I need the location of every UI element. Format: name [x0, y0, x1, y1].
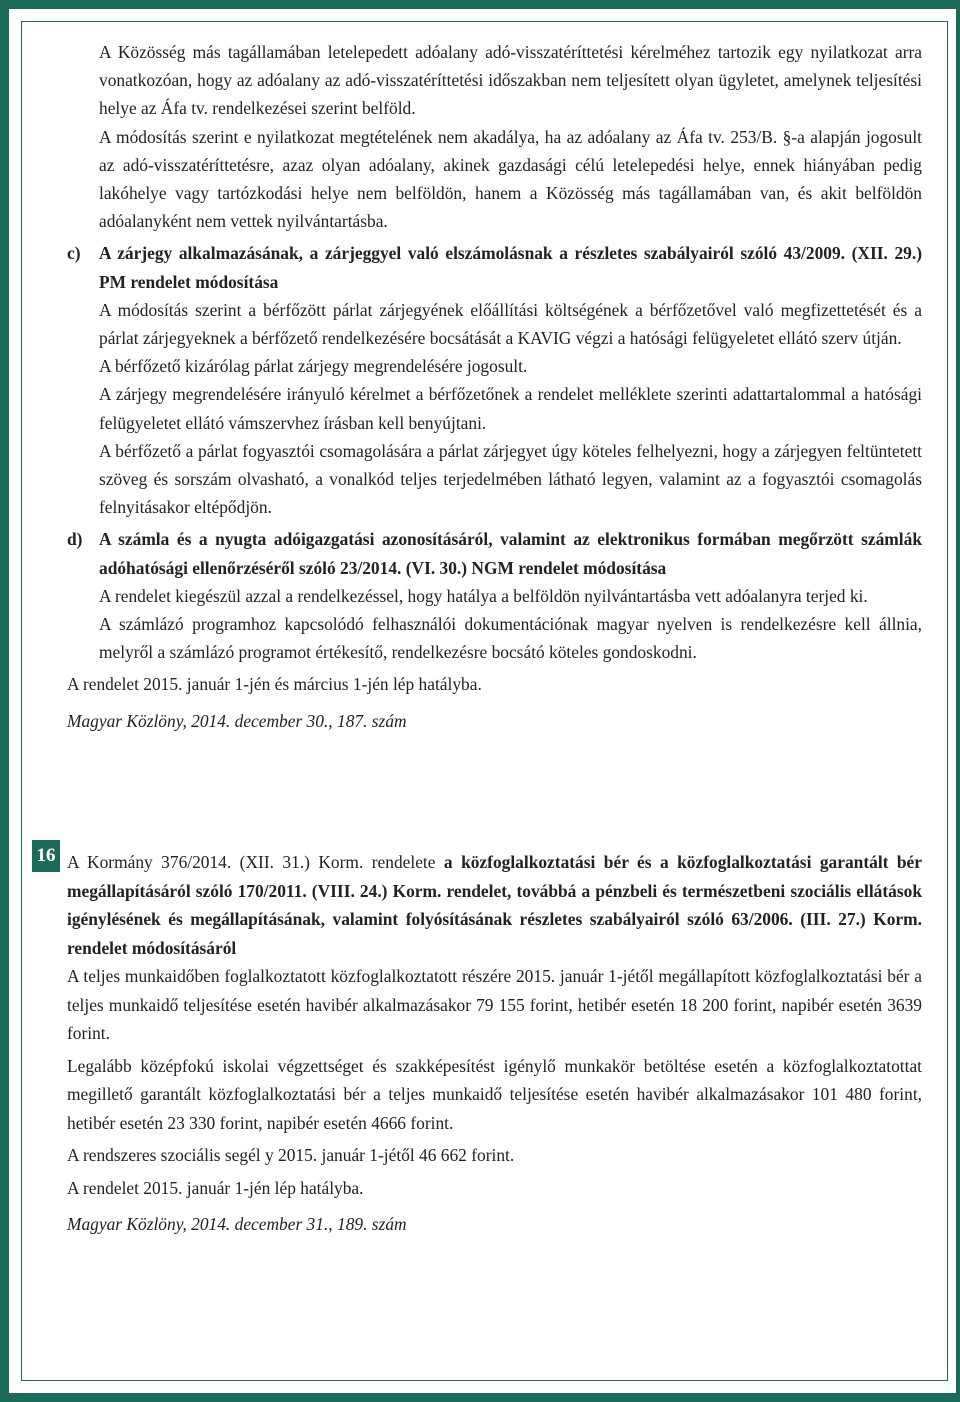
item-c: [67, 239, 922, 521]
source-citation-2: Magyar Közlöny, 2014. december 31., 189. szám: [67, 1214, 407, 1234]
paragraph-2: A módosítás szerint e nyilatkozat megtételének nem akadálya, ha az adóalany az Áfa tv. 253/B. §-a alapján jogosult az adó-visszatéríttetésre, azaz olyan adóalany, akinek gazdasági célú letelepedési helye, ennek hiányában pedig lakóhelye vagy tartózkodási helye nem belföldön, hanem a Közösség más tagállamában van, és akit belföldön adóalanyként nem vettek nyilvántartásba.: [99, 126, 922, 232]
item-c-paragraph: A zárjegy megrendelésére irányuló kérelmet a bérfőzetőnek a rendelet melléklete szerinti adattartalommal a hatósági felügyeletet ellátó vámszervhez írásban kell benyújtani.: [99, 384, 922, 433]
item-c-label: c): [67, 243, 81, 264]
section-16-title: a közfoglalkoztatási bér és a közfoglalkoztatási garantált bér megállapításáról szóló 170/2011. (VIII. 24.) Korm. rendelet, továbbá a pénzbeli és természetbeni szociális ellátások igénylésének és megállapításának, valamint folyósításának részletes szabályairól szóló 63/2006. (III. 27.) Korm. rendelet módosításáról: [67, 852, 922, 958]
section-16: [67, 848, 922, 1239]
effective-date-1: A rendelet 2015. január 1-jén és március 1-jén lép hatályba.: [67, 674, 482, 695]
section-16-paragraph: A teljes munkaidőben foglalkoztatott közfoglalkoztatott részére 2015. január 1-jétől megállapított közfoglalkoztatási bér a teljes munkaidő teljesítése esetén havibér alkalmazásakor 79 155 forint, hetibér esetén 18 200 forint, napibér esetén 3639 forint.: [67, 966, 922, 1043]
item-d-paragraph: A számlázó programhoz kapcsolódó felhasználói dokumentációnak magyar nyelven is rendelkezésre kell állnia, melyről a számlázó programot értékesítő, rendelkezésre bocsátó köteles gondoskodni.: [99, 614, 922, 663]
section-16-paragraph: A rendszeres szociális segél y 2015. január 1-jétől 46 662 forint.: [67, 1145, 515, 1165]
item-c-title: A zárjegy alkalmazásának, a zárjeggyel való elszámolásnak a részletes szabályairól szóló 43/2009. (XII. 29.) PM rendelet módosítása: [99, 243, 922, 292]
item-c-paragraph: A bérfőzető a párlat fogyasztói csomagolására a párlat zárjegyet úgy köteles felhelyezni, hogy a zárjegyen feltüntetett szöveg és sorszám olvasható, a vonalkód teljes terjedelmében látható legyen, valamint az a fogyasztói csomagolás felnyitásakor eltépődjön.: [99, 440, 922, 518]
item-d-title: A számla és a nyugta adóigazgatási azonosításáról, valamint az elektronikus formában megőrzött számlák adóhatósági ellenőrzéséről szóló 23/2014. (VI. 30.) NGM rendelet módosítása: [99, 529, 922, 578]
section-number-badge: 16: [32, 840, 60, 872]
source-citation-1: Magyar Közlöny, 2014. december 30., 187. szám: [67, 710, 407, 731]
item-c-paragraph: A módosítás szerint a bérfőzött párlat zárjegyének előállítási költségének a bérfőzetővel való megfizettetését és a párlat zárjegyeknek a bérfőzető rendelkezésére bocsátását a KAVIG végzi a hatósági felügyeletet ellátó szerv útján.: [99, 299, 922, 349]
item-c-paragraph: A bérfőzető kizárólag párlat zárjegy megrendelésére jogosult.: [99, 356, 528, 377]
section-16-paragraph: Legalább középfokú iskolai végzettséget és szakképesítést igénylő munkakör betöltése esetén a közfoglalkoztatottat megillető garantált közfoglalkoztatási bér a teljes munkaidő teljesítése esetén havibér alkalmazásakor 101 480 forint, hetibér esetén 23 330 forint, napibér esetén 4666 forint.: [67, 1055, 922, 1133]
item-d-paragraph: A rendelet kiegészül azzal a rendelkezéssel, hogy hatálya a belföldön nyilvántartásba vett adóalanyra terjed ki.: [99, 585, 868, 606]
paragraph-1: A Közösség más tagállamában letelepedett adóalany adó-visszatéríttetési kérelméhez tartozik egy nyilatkozat arra vonatkozóan, hogy az adóalany az adó-visszatéríttetési időszakban nem teljesített olyan ügyletet, amelynek teljesítési helye az Áfa tv. rendelkezései szerint belföld.: [99, 42, 922, 119]
section-16-heading: [67, 848, 922, 962]
section-16-lead: A Kormány 376/2014. (XII. 31.) Korm. rendelete: [67, 852, 444, 872]
effective-date-2: A rendelet 2015. január 1-jén lép hatályba.: [67, 1177, 364, 1198]
document-body: [67, 38, 922, 735]
item-d: [67, 525, 922, 666]
item-d-label: d): [67, 529, 83, 550]
